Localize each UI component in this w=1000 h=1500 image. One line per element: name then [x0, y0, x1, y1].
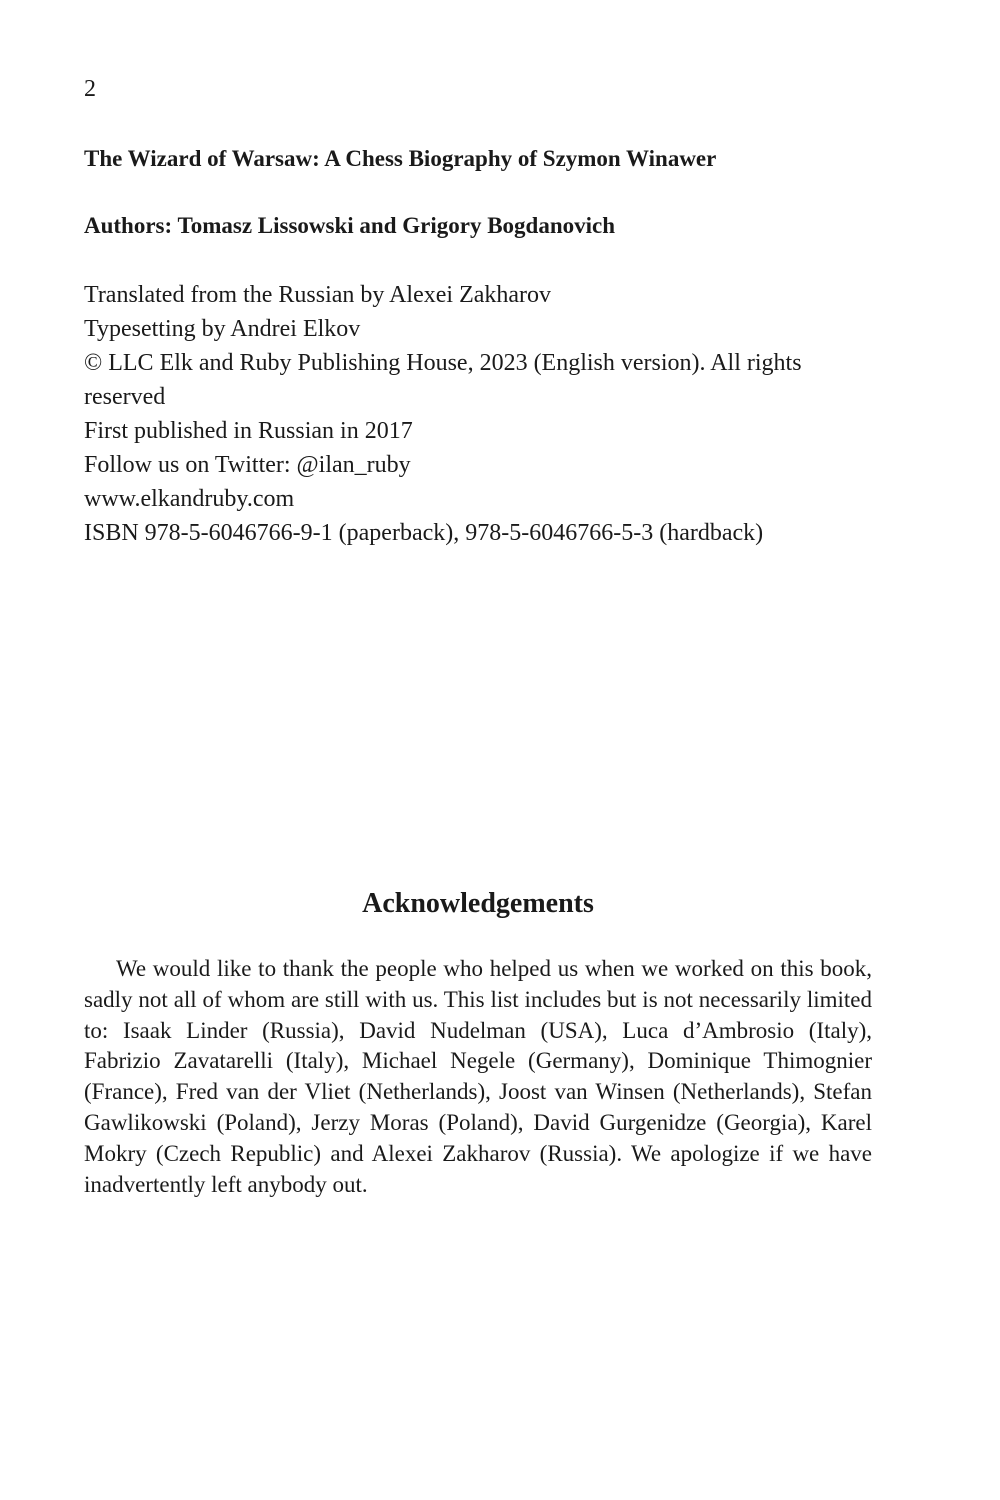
credit-translator: Translated from the Russian by Alexei Zakharov — [84, 282, 552, 308]
credit-website: www.elkandruby.com — [84, 486, 295, 512]
credit-twitter: Follow us on Twitter: @ilan_ruby — [84, 452, 411, 478]
acknowledgements-heading: Acknowledgements — [362, 888, 594, 919]
book-title: The Wizard of Warsaw: A Chess Biography of Szymon Winawer — [84, 146, 717, 171]
acknowledgements-body: We would like to thank the people who helped us when we worked on this book, sadly not all of whom are still with us. This list includes but is not necessarily limited to: Isaak Linder (Russia), David Nudelman (USA), Luca d’Ambrosio (Italy), Fabrizio Zavatarelli (Italy), Michael Negele (Germany), Dominique Thimognier (France), Fred van der Vliet (Netherlands), Joost van Winsen (Netherlands), Stefan Gawlikowski (Poland), Jerzy Moras (Poland), David Gurgenidze (Georgia), Karel Mokry (Czech Republic) and Alexei Zakharov (Russia). We apologize if we have inadvertently left anybody out. — [84, 956, 872, 1197]
credit-typesetting: Typesetting by Andrei Elkov — [84, 316, 361, 342]
credit-isbn: ISBN 978-5-6046766-9-1 (paperback), 978-5-6046766-5-3 (hardback) — [84, 520, 764, 546]
credit-first-published: First published in Russian in 2017 — [84, 418, 413, 444]
credit-copyright: © LLC Elk and Ruby Publishing House, 2023 (English version). All rights reserved — [84, 350, 802, 410]
credits-block — [84, 278, 884, 550]
page-number: 2 — [84, 76, 96, 102]
book-authors: Authors: Tomasz Lissowski and Grigory Bogdanovich — [84, 213, 616, 238]
